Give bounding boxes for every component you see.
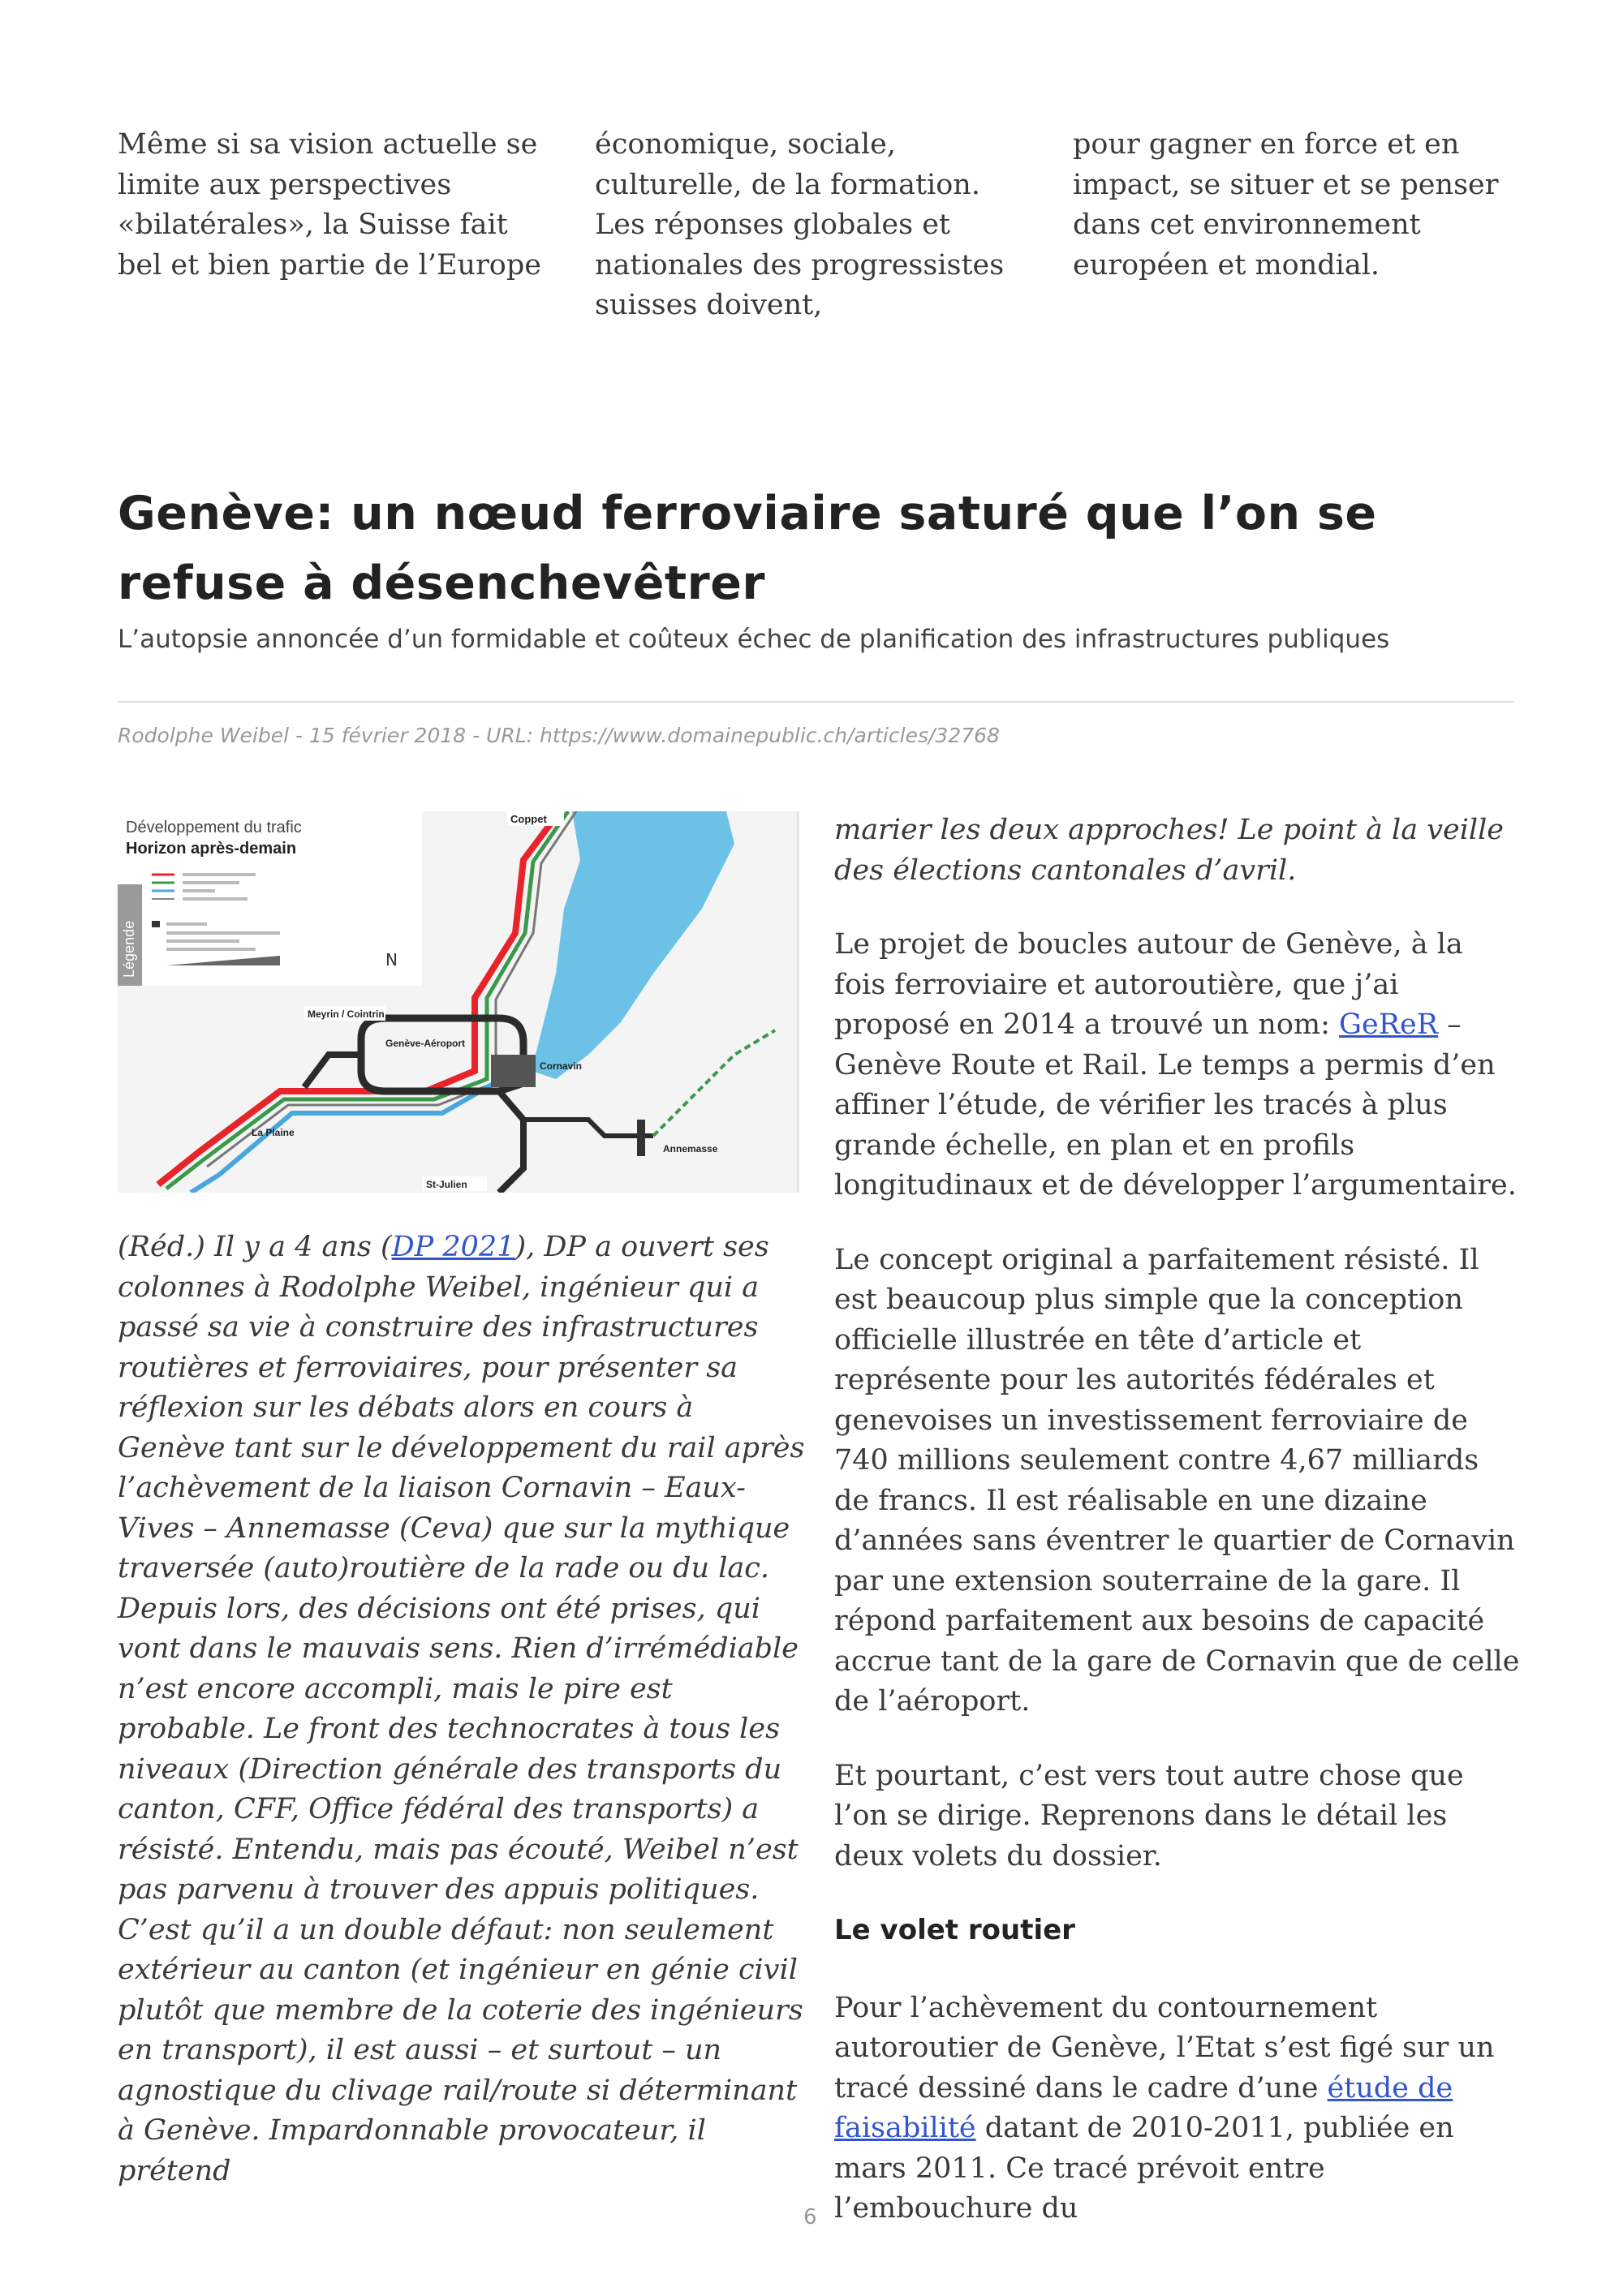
section-heading-routier: Le volet routier <box>834 1914 1075 1946</box>
map-subtitle: Horizon après-demain <box>126 840 297 858</box>
legend-label: Légende <box>121 920 137 978</box>
cornavin-station <box>491 1055 536 1087</box>
railway-map <box>118 811 799 1193</box>
label-st-julien: St-Julien <box>426 1179 467 1190</box>
article-meta: Rodolphe Weibel - 15 février 2018 - URL: https://www.domainepublic.ch/articles/32768 <box>118 724 1000 747</box>
intro-paragraph: (Réd.) Il y a 4 ans (DP 2021), DP a ouvert ses colonnes à Rodolphe Weibel, ingénieur qui a passé sa vie à construire des infrastructures routières et ferroviaires, pour présenter sa réflexion sur les débats alors en cours à Genève tant sur le développement du rail après l’achèvement de la liaison Cornavin – Eaux-Vives – Annemasse (Ceva) que sur la mythique traversée (auto)routière de la rade ou du lac. Depuis lors, des décisions ont été prises, qui vont dans le mauvais sens. Rien d’irrémédiable n’est encore accompli, mais le pire est probable. Le front des technocrates à tous les niveaux (Direction générale des transports du canton, CFF, Office fédéral des transports) a résisté. Entendu, mais pas écouté, Weibel n’est pas parvenu à trouver des appuis politiques. C’est qu’il a un double défaut: non seulement extérieur au canton (et ingénieur en génie civil plutôt que membre de la coterie des ingénieurs en transport), il est aussi – et surtout – un agnostique du clivage rail/route si déterminant à Genève. Impardonnable provocateur, il prétend <box>118 1231 805 2187</box>
dp-2021-link[interactable]: DP 2021 <box>391 1231 515 1263</box>
paragraph-contournement: Pour l’achèvement du contournement autoroutier de Genève, l’Etat s’est figé sur un tracé dessiné dans le cadre d’une étude de faisabilité datant de 2010-2011, publiée en mars 2011. Ce tracé prévoit entre l’embouchure du <box>834 1991 1495 2225</box>
paragraph-gerer: Le projet de boucles autour de Genève, à la fois ferroviaire et autoroutière, que j’ai proposé en 2014 a trouvé un nom: GeReR – Genève Route et Rail. Le temps a permis d’en affiner l’étude, de vérifier les tracés à plus grande échelle, en plan et en profils longitudinaux et de développer l’argumentaire. <box>834 928 1517 1202</box>
article-title: Genève: un nœud ferroviaire saturé que l’on se refuse à désenchevêtrer <box>118 487 1377 610</box>
paragraph-pourtant: Et pourtant, c’est vers tout autre chose que l’on se dirige. Reprenons dans le détail les deux volets du dossier. <box>834 1759 1464 1872</box>
top-column-1: Même si sa vision actuelle se limite aux perspectives «bilatérales», la Suisse fait bel et bien partie de l’Europe <box>118 128 541 282</box>
header-divider <box>118 701 1513 703</box>
annemasse-station <box>637 1120 645 1156</box>
paragraph-concept: Le concept original a parfaitement résisté. Il est beaucoup plus simple que la conception officielle illustrée en tête d’article et représente pour les autorités fédérales et genevoises un investissement ferroviaire de 740 millions seulement contre 4,67 milliards de francs. Il est réalisable en une dizaine d’années sans éventrer le quartier de Cornavin par une extension souterraine de la gare. Il répond parfaitement aux besoins de capacité accrue tant de la gare de Cornavin que de celle de l’aéroport. <box>834 1243 1520 1718</box>
legend-station <box>152 921 160 927</box>
etude-faisabilite-link[interactable]: étude de faisabilité <box>834 2071 1453 2144</box>
top-column-3: pour gagner en force et en impact, se situer et se penser dans cet environnement européen et mondial. <box>1073 128 1499 282</box>
body-column <box>834 810 1520 2264</box>
label-meyrin: Meyrin / Cointrin <box>308 1008 385 1020</box>
label-cornavin: Cornavin <box>540 1060 583 1072</box>
gerer-link[interactable]: GeReR <box>1339 1008 1439 1041</box>
label-aeroport: Genève-Aéroport <box>385 1038 466 1049</box>
intro-continuation: marier les deux approches! Le point à la veille des élections cantonales d’avril. <box>834 814 1504 887</box>
map-title: Développement du trafic <box>126 819 302 836</box>
label-coppet: Coppet <box>510 813 547 825</box>
intro-column <box>118 1228 807 2191</box>
top-column-2: économique, sociale, culturelle, de la formation. Les réponses globales et nationales des progressistes suisses doivent, <box>595 128 1005 321</box>
label-annemasse: Annemasse <box>663 1143 718 1154</box>
label-la-plaine: La Plaine <box>252 1127 295 1138</box>
north-arrow-icon: N <box>385 950 398 970</box>
article-subtitle: L’autopsie annoncée d’un formidable et coûteux échec de planification des infrastructures publiques <box>118 625 1390 654</box>
page-number: 6 <box>803 2205 817 2229</box>
